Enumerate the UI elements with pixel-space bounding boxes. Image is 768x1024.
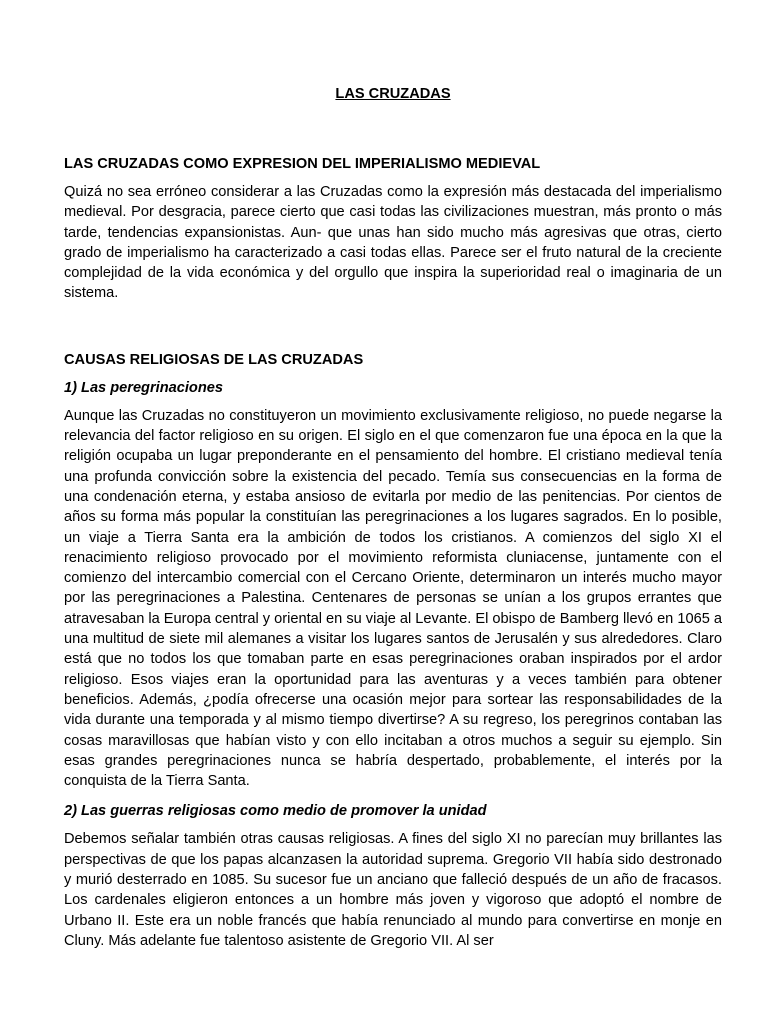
section-spacer <box>64 314 722 350</box>
paragraph-peregrinaciones: Aunque las Cruzadas no constituyeron un movimiento exclusivamente religioso, no puede negarse la relevancia del factor religioso en su origen. El siglo en el que comenzaron fue una época en la que la religión ocupaba un lugar preponderante en el pensamiento del hombre. El cristiano medieval tenía una profunda convicción sobre la existencia del pecado. Temía sus consecuencias en la forma de una condenación eterna, y estaba ansioso de evitarla por medio de las penitencias. Por cientos de años su forma más popular la constituían las peregrinaciones a los lugares sagrados. En lo posible, un viaje a Tierra Santa era la ambición de todos los cristianos. A comienzos del siglo XI el renacimiento religioso provocado por el movimiento reformista cluniacense, juntamente con el comienzo del intercambio comercial con el Cercano Oriente, determinaron un interés mucho mayor por las peregrinaciones a Palestina. Centenares de personas se unían a los grupos errantes que atravesaban la Europa central y oriental en su viaje al Levante. El obispo de Bamberg llevó en 1065 a una multitud de siete mil alemanes a visitar los lugares santos de Jerusalén y sus alrededores. Claro está que no todos los que tomaban parte en esas peregrinaciones oraban inspirados por el ardor religioso. Esos viajes eran la oportunidad para las aventuras y a veces también para obtener beneficios. Además, ¿podía ofrecerse una ocasión mejor para sortear las responsabilidades de la vida durante una temporada y al mismo tiempo divertirse? A su regreso, los peregrinos contaban las cosas maravillosas que habían visto y con ello incitaban a otros muchos a seguir su ejemplo. Sin esas grandes peregrinaciones nunca se habría despertado, probablemente, el interés por la conquista de la Tierra Santa. <box>64 407 722 790</box>
subheading-peregrinaciones: 1) Las peregrinaciones <box>64 379 223 396</box>
section-heading-causas-religiosas: CAUSAS RELIGIOSAS DE LAS CRUZADAS <box>64 351 364 368</box>
paragraph-guerras-religiosas: Debemos señalar también otras causas religiosas. A fines del siglo XI no parecían muy brillantes las perspectivas de que los papas alcanzasen la autoridad suprema. Gregorio VII había sido destronado y murió desterrado en 1085. Su sucesor fue un anciano que falleció después de un año de fracasos. Los cardenales eligieron entonces a un hombre más joven y vigoroso que adoptó el nombre de Urbano II. Este era un noble francés que había renunciado al mundo para convertirse en monje en Cluny. Más adelante fue talentoso asistente de Gregorio VII. Al ser <box>64 831 722 949</box>
section-heading-imperialismo: LAS CRUZADAS COMO EXPRESION DEL IMPERIALISMO MEDIEVAL <box>64 156 541 172</box>
subheading-guerras-religiosas: 2) Las guerras religiosas como medio de promover la unidad <box>64 803 487 820</box>
document-title: LAS CRUZADAS <box>335 86 451 102</box>
paragraph-imperialismo: Quizá no sea erróneo considerar a las Cruzadas como la expresión más destacada del imperialismo medieval. Por desgracia, parece cierto que casi todas las civilizaciones muestran, más pronto o más tarde, tendencias expansionistas. Aun- que unas han sido mucho más agresivas que otras, cierto grado de imperialismo ha caracterizado a casi todas ellas. Parece ser el fruto natural de la creciente complejidad de la vida económica y del orgullo que inspira la superioridad real o imaginaria de un sistema. <box>64 184 722 302</box>
